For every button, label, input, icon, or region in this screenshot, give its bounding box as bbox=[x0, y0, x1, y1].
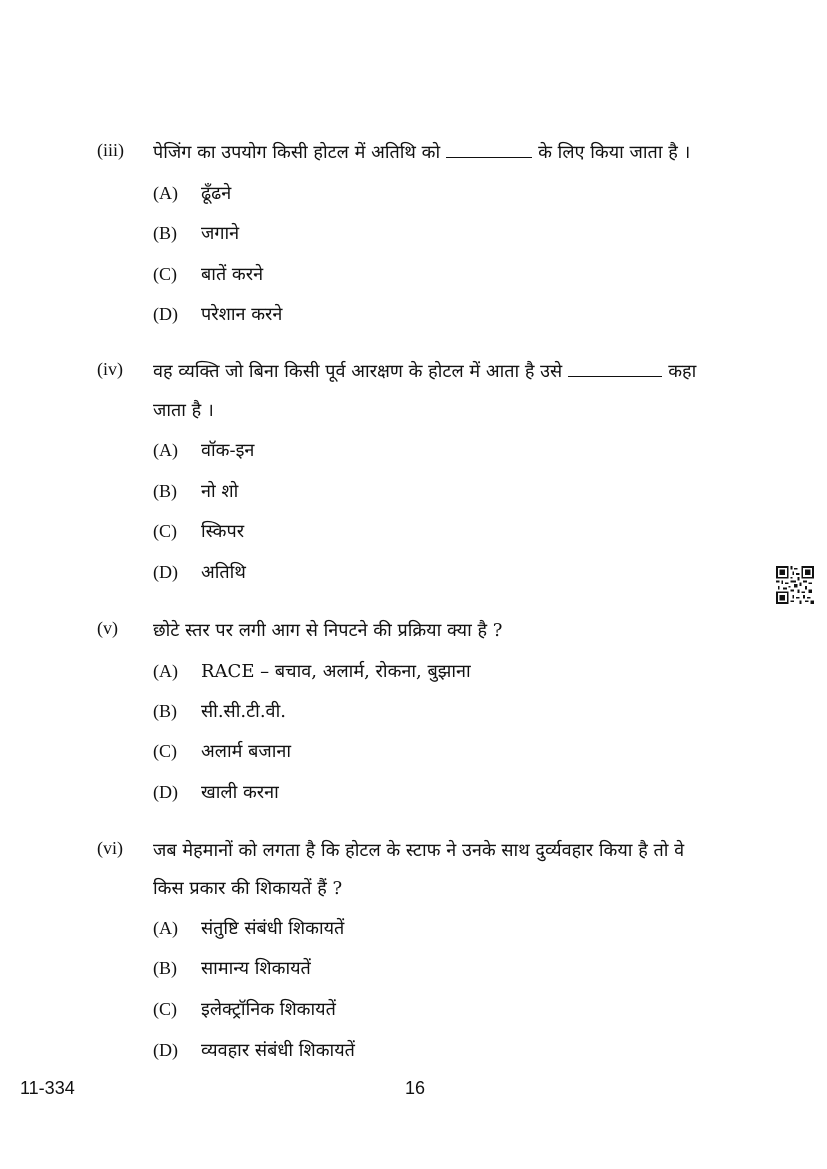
option-c: (C) बातें करने bbox=[153, 264, 264, 285]
answer-blank bbox=[568, 375, 662, 377]
option-d: (D) व्यवहार संबंधी शिकायतें bbox=[153, 1040, 355, 1061]
option-a: (A) वॉक-इन bbox=[153, 440, 255, 461]
option-a: (A) संतुष्टि संबंधी शिकायतें bbox=[153, 918, 345, 939]
option-b: (B) सामान्य शिकायतें bbox=[153, 958, 311, 979]
question-text-line2: किस प्रकार की शिकायतें हैं ? bbox=[153, 878, 343, 899]
paper-code: 11-334 bbox=[20, 1078, 75, 1098]
qr-code bbox=[776, 566, 814, 604]
question-text: छोटे स्तर पर लगी आग से निपटने की प्रक्रिया क्या है ? bbox=[153, 620, 503, 641]
option-c: (C) अलार्म बजाना bbox=[153, 741, 292, 762]
question-text: जब मेहमानों को लगता है कि होटल के स्टाफ ने उनके साथ दुर्व्यवहार किया है तो वे bbox=[153, 840, 685, 861]
option-b: (B) नो शो bbox=[153, 481, 239, 502]
option-b: (B) जगाने bbox=[153, 223, 240, 244]
option-c: (C) स्किपर bbox=[153, 521, 245, 542]
question-text: वह व्यक्ति जो बिना किसी पूर्व आरक्षण के होटल में आता है उसे कहा bbox=[153, 361, 697, 382]
option-d: (D) परेशान करने bbox=[153, 304, 283, 325]
option-d: (D) अतिथि bbox=[153, 562, 246, 583]
option-d: (D) खाली करना bbox=[153, 782, 279, 803]
answer-blank bbox=[446, 156, 532, 158]
option-b: (B) सी.सी.टी.वी. bbox=[153, 701, 286, 722]
option-c: (C) इलेक्ट्रॉनिक शिकायतें bbox=[153, 999, 336, 1020]
question-number: (vi) bbox=[97, 838, 123, 858]
page-number: 16 bbox=[405, 1078, 426, 1098]
question-number: (v) bbox=[97, 618, 118, 638]
question-number: (iv) bbox=[97, 359, 123, 379]
question-number: (iii) bbox=[97, 140, 124, 160]
option-a: (A) ढूँढने bbox=[153, 183, 232, 204]
question-text: पेजिंग का उपयोग किसी होटल में अतिथि को के लिए किया जाता है । bbox=[153, 142, 691, 163]
option-a: (A) RACE – बचाव, अलार्म, रोकना, बुझाना bbox=[153, 661, 471, 682]
question-text-line2: जाता है । bbox=[153, 400, 214, 421]
